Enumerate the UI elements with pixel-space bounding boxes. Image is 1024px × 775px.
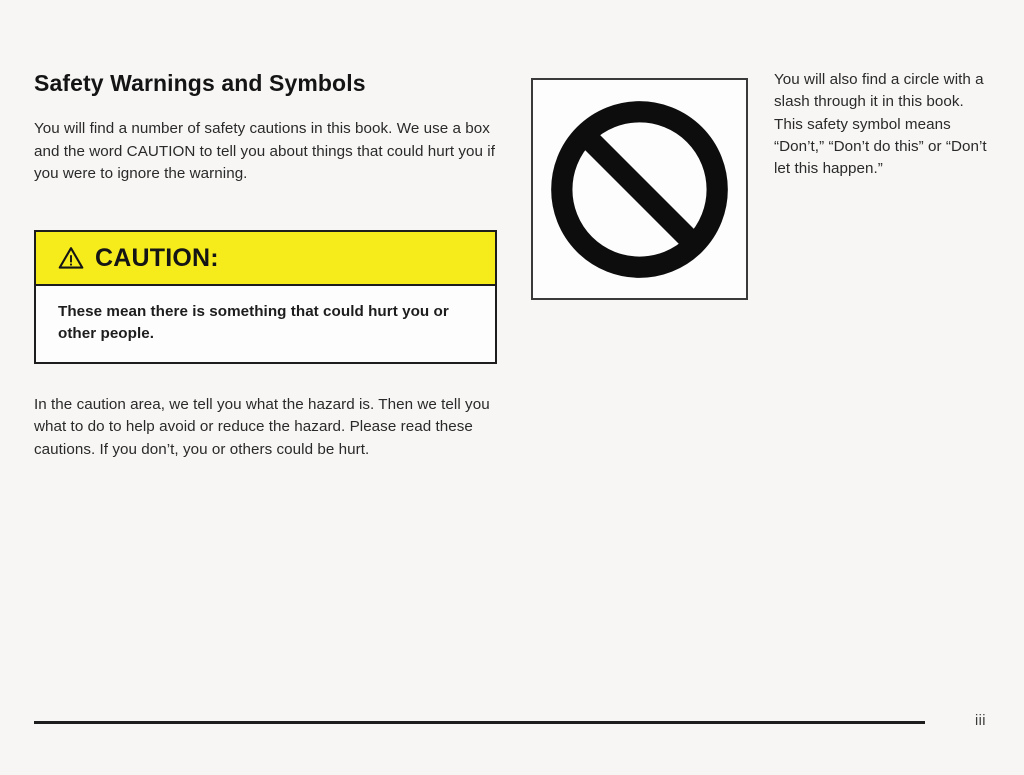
caution-label: CAUTION: xyxy=(95,243,219,272)
left-column xyxy=(34,70,500,185)
right-column-paragraph: You will also find a circle with a slash through it in this book. This safety symbol means “Don’t,” “Don’t do this” or “Don’t let this happen.” xyxy=(774,71,987,178)
post-caution-column xyxy=(34,394,500,461)
page-number: iii xyxy=(975,713,986,729)
caution-box xyxy=(34,230,497,364)
footer-rule xyxy=(34,721,925,724)
post-caution-paragraph: In the caution area, we tell you what the hazard is. Then we tell you what to do to help avoid or reduce the hazard. Please read these cautions. If you don’t, you or others could be hurt. xyxy=(34,396,490,458)
intro-paragraph: You will find a number of safety cautions in this book. We use a box and the word CAUTION to tell you about things that could hurt you if you were to ignore the warning. xyxy=(34,120,495,183)
prohibition-no-symbol-icon xyxy=(547,97,732,282)
caution-body-text: These mean there is something that could hurt you or other people. xyxy=(58,303,449,342)
page-title: Safety Warnings and Symbols xyxy=(34,70,366,96)
right-column xyxy=(774,69,996,180)
symbol-illustration-box xyxy=(531,78,748,300)
warning-triangle-icon xyxy=(58,246,84,270)
caution-box-header xyxy=(36,232,495,286)
